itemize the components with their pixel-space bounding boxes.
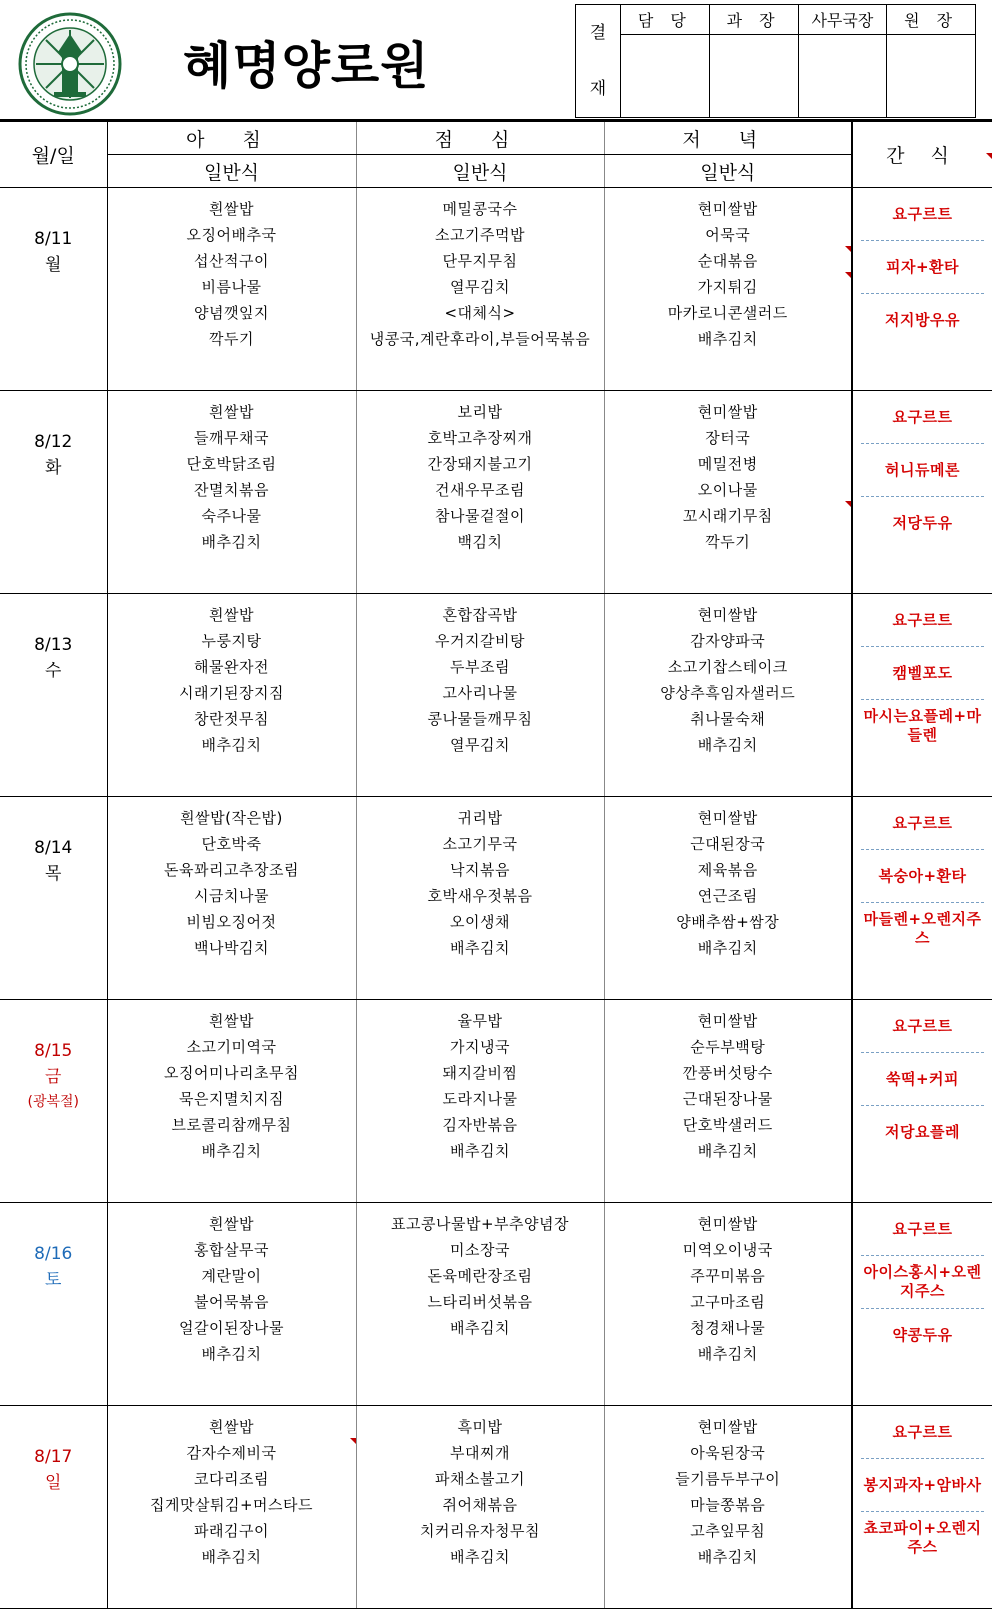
dinner-menu-item: 근대된장국	[690, 835, 766, 853]
approval-side-bottom: 재	[589, 79, 607, 99]
lunch-menu-item: 열무김치	[450, 278, 510, 296]
lunch-menu-item: 소고기주먹밥	[435, 226, 525, 244]
approval-role-manager: 과 장	[709, 5, 798, 35]
dinner-menu-item: 배추김치	[697, 1142, 758, 1160]
snack-item: 요구르트	[861, 1000, 984, 1053]
lunch-menu-item: 냉콩국,계란후라이,부들어묵볶음	[369, 330, 591, 348]
lunch-type: 일반식	[356, 155, 604, 188]
breakfast-menu-item: 단호박닭조림	[186, 455, 277, 473]
breakfast-cell	[107, 1000, 356, 1203]
lunch-cell	[356, 1000, 604, 1203]
breakfast-menu-item: 소고기미역국	[186, 1038, 277, 1056]
approval-side-label	[576, 5, 621, 118]
dinner-cell	[604, 1203, 852, 1406]
lunch-menu-item: 배추김치	[450, 1548, 510, 1566]
dinner-menu-list	[605, 797, 852, 961]
breakfast-menu-list	[108, 1203, 356, 1367]
breakfast-menu-list	[108, 1406, 356, 1570]
snack-item: 저당두유	[892, 513, 953, 532]
lunch-menu-item: 오이생채	[450, 913, 510, 931]
approval-signature-box	[887, 34, 976, 117]
dinner-cell	[604, 188, 852, 391]
lunch-menu-item: 호박고추장찌개	[427, 429, 533, 447]
day-date: 8/17	[34, 1447, 73, 1467]
breakfast-menu-item: 배추김치	[201, 736, 262, 754]
lunch-header: 점 심	[356, 121, 604, 155]
date-cell	[0, 188, 107, 391]
snack-list	[861, 188, 984, 346]
lunch-menu-item: 배추김치	[450, 1142, 510, 1160]
dinner-menu-item: 감자양파국	[690, 632, 766, 650]
snack-cell	[852, 1203, 992, 1406]
snack-list	[861, 594, 984, 752]
breakfast-menu-item: 들깨무채국	[194, 429, 269, 447]
breakfast-menu-item: 홍합살무국	[194, 1241, 269, 1259]
breakfast-menu-item: 흰쌀밥	[209, 200, 254, 218]
dinner-menu-item: 배추김치	[697, 330, 758, 348]
breakfast-menu-item: 배추김치	[201, 1345, 262, 1363]
lunch-menu-item: 치커리유자청무침	[420, 1522, 540, 1540]
day-weekday: 금	[45, 1067, 62, 1087]
lunch-menu-item: 호박새우젓볶음	[427, 887, 533, 905]
dinner-menu-item: 메밀전병	[697, 455, 758, 473]
dinner-menu-item: 깐풍버섯탕수	[682, 1064, 773, 1082]
lunch-menu-item: 보리밥	[457, 403, 503, 421]
dinner-cell	[604, 391, 852, 594]
lunch-menu-item: 쥐어채볶음	[442, 1496, 518, 1514]
lunch-menu-item: <대체식>	[444, 304, 516, 322]
dinner-menu-item: 아욱된장국	[690, 1444, 766, 1462]
dinner-menu-item: 고추잎무침	[690, 1522, 766, 1540]
breakfast-menu-item: 비름나물	[201, 278, 262, 296]
dinner-menu-item: 현미쌀밥	[697, 1418, 758, 1436]
date-cell	[0, 797, 107, 1000]
snack-item: 요구르트	[861, 1406, 984, 1459]
snack-cell	[852, 391, 992, 594]
dinner-menu-item: 연근조림	[697, 887, 758, 905]
breakfast-menu-item: 누룽지탕	[201, 632, 262, 650]
snack-item: 마들렌+오렌지주스	[863, 910, 982, 947]
lunch-cell	[356, 1406, 604, 1609]
organization-title: 혜명양로원	[183, 37, 430, 95]
dinner-menu-list	[605, 1406, 852, 1570]
snack-item: 저당요플레	[885, 1122, 960, 1141]
comment-marker	[350, 1438, 356, 1444]
snack-item: 쑥떡+커피	[861, 1053, 984, 1106]
dinner-menu-item: 현미쌀밥	[697, 809, 758, 827]
day-weekday: 일	[45, 1473, 62, 1493]
breakfast-menu-item: 돈육꽈리고추장조림	[164, 861, 299, 879]
dinner-menu-item: 들기름두부구이	[675, 1470, 781, 1488]
breakfast-menu-item: 계란말이	[201, 1267, 262, 1285]
lunch-menu-item: 돼지갈비찜	[442, 1064, 518, 1082]
breakfast-menu-item: 배추김치	[201, 1548, 262, 1566]
breakfast-menu-item: 오징어배추국	[186, 226, 277, 244]
snack-list	[861, 1406, 984, 1564]
lunch-menu-list	[357, 1203, 604, 1341]
dinner-menu-item: 현미쌀밥	[697, 403, 758, 421]
breakfast-menu-item: 배추김치	[201, 1142, 262, 1160]
dinner-cell	[604, 1000, 852, 1203]
snack-item: 약콩두유	[892, 1325, 953, 1344]
menu-table-body	[0, 188, 992, 1609]
date-cell	[0, 1203, 107, 1406]
dinner-menu-item: 배추김치	[697, 1345, 758, 1363]
lunch-menu-list	[357, 594, 604, 758]
snack-column-header: 간 식	[852, 121, 992, 188]
breakfast-menu-item: 섭산적구이	[194, 252, 269, 270]
snack-item: 봉지과자+암바사	[861, 1459, 984, 1512]
dinner-cell	[604, 594, 852, 797]
lunch-menu-item: 귀리밥	[457, 809, 503, 827]
day-row	[0, 1406, 992, 1609]
snack-list	[861, 1203, 984, 1361]
day-weekday: 수	[45, 661, 62, 681]
dinner-menu-item: 마늘쫑볶음	[690, 1496, 766, 1514]
breakfast-menu-item: 파래김구이	[194, 1522, 269, 1540]
snack-item: 요구르트	[861, 594, 984, 647]
dinner-menu-item: 근대된장나물	[682, 1090, 773, 1108]
snack-item: 복숭아+환타	[861, 850, 984, 903]
lunch-menu-item: 돈육메란장조림	[427, 1267, 533, 1285]
dinner-menu-list	[605, 1000, 852, 1164]
snack-cell	[852, 1406, 992, 1609]
snack-item: 허니듀메론	[861, 444, 984, 497]
breakfast-menu-item: 시래기된장지짐	[179, 684, 284, 702]
lunch-menu-list	[357, 1406, 604, 1570]
breakfast-menu-item: 비빔오징어젓	[186, 913, 277, 931]
lunch-menu-item: 배추김치	[450, 1319, 510, 1337]
day-weekday: 토	[45, 1270, 62, 1290]
snack-item: 요구르트	[861, 391, 984, 444]
lunch-menu-item: 우거지갈비탕	[435, 632, 525, 650]
lunch-menu-item: 흑미밥	[457, 1418, 503, 1436]
snack-item: 아이스홍시+오렌지주스	[861, 1256, 984, 1309]
comment-marker	[845, 246, 851, 252]
breakfast-menu-list	[108, 1000, 356, 1164]
dinner-menu-item: 현미쌀밥	[697, 1012, 758, 1030]
snack-cell	[852, 188, 992, 391]
dinner-menu-item: 어묵국	[705, 226, 751, 244]
dinner-menu-item: 양상추흑임자샐러드	[660, 684, 796, 702]
comment-marker	[986, 153, 992, 159]
dinner-menu-list	[605, 1203, 852, 1367]
lunch-cell	[356, 188, 604, 391]
approval-signature-box	[621, 34, 710, 117]
breakfast-menu-list	[108, 594, 356, 758]
lunch-menu-item: 소고기무국	[442, 835, 518, 853]
lunch-menu-item: 간장돼지불고기	[427, 455, 533, 473]
dinner-menu-item: 순두부백탕	[690, 1038, 766, 1056]
dinner-menu-item: 마카로니콘샐러드	[667, 304, 788, 322]
lunch-menu-item: 미소장국	[450, 1241, 510, 1259]
date-column-header: 월/일	[0, 121, 107, 188]
lunch-menu-item: 부대찌개	[450, 1444, 510, 1462]
lunch-menu-item: 단무지무침	[442, 252, 518, 270]
dinner-menu-item: 주꾸미볶음	[690, 1267, 766, 1285]
snack-cell	[852, 797, 992, 1000]
snack-item: 캠벨포도	[861, 647, 984, 700]
dinner-menu-item: 미역오이냉국	[682, 1241, 773, 1259]
dinner-menu-item: 양배추쌈+쌈장	[676, 913, 780, 931]
lunch-menu-list	[357, 391, 604, 555]
breakfast-menu-item: 흰쌀밥	[209, 1418, 254, 1436]
breakfast-menu-item: 흰쌀밥	[209, 606, 254, 624]
day-row	[0, 1203, 992, 1406]
breakfast-cell	[107, 1203, 356, 1406]
comment-marker	[845, 501, 851, 507]
dinner-menu-item: 현미쌀밥	[697, 606, 758, 624]
snack-list	[861, 1000, 984, 1158]
dinner-menu-item: 취나물숙채	[690, 710, 766, 728]
date-cell	[0, 1000, 107, 1203]
date-cell	[0, 391, 107, 594]
lunch-menu-item: 도라지나물	[442, 1090, 518, 1108]
dinner-menu-item: 배추김치	[697, 1548, 758, 1566]
breakfast-cell	[107, 188, 356, 391]
breakfast-menu-item: 잔멸치볶음	[194, 481, 269, 499]
breakfast-menu-item: 흰쌀밥	[209, 1215, 254, 1233]
lunch-cell	[356, 391, 604, 594]
day-weekday: 월	[45, 255, 62, 275]
lunch-menu-item: 건새우무조림	[435, 481, 525, 499]
approval-stamp-box	[575, 4, 976, 118]
breakfast-menu-item: 단호박죽	[201, 835, 262, 853]
dinner-menu-item: 현미쌀밥	[697, 1215, 758, 1233]
breakfast-menu-item: 브로콜리참깨무침	[171, 1116, 292, 1134]
lunch-menu-item: 고사리나물	[442, 684, 518, 702]
lunch-menu-item: 김자반볶음	[442, 1116, 518, 1134]
approval-side-top: 결	[589, 23, 607, 43]
dinner-menu-item: 고구마조림	[690, 1293, 766, 1311]
breakfast-menu-item: 백나박김치	[194, 939, 269, 957]
day-date: 8/14	[34, 838, 73, 858]
lunch-menu-item: 참나물겉절이	[435, 507, 525, 525]
dinner-menu-item: 단호박샐러드	[682, 1116, 773, 1134]
dinner-menu-list	[605, 188, 852, 352]
dinner-menu-item: 청경채나물	[690, 1319, 766, 1337]
breakfast-menu-item: 흰쌀밥	[209, 403, 254, 421]
lunch-cell	[356, 594, 604, 797]
approval-role-staff: 담 당	[621, 5, 710, 35]
snack-item: 쵸코파이+오렌지주스	[863, 1519, 982, 1556]
snack-cell	[852, 1000, 992, 1203]
snack-item: 요구르트	[861, 797, 984, 850]
breakfast-header: 아 침	[107, 121, 356, 155]
dinner-menu-item: 배추김치	[697, 939, 758, 957]
organization-logo-emblem	[18, 12, 122, 116]
header	[0, 0, 992, 120]
lunch-menu-item: 콩나물들깨무침	[427, 710, 533, 728]
breakfast-menu-item: 묵은지멸치지짐	[179, 1090, 284, 1108]
breakfast-cell	[107, 1406, 356, 1609]
approval-signature-box	[798, 34, 887, 117]
dinner-cell	[604, 797, 852, 1000]
lunch-menu-item: 열무김치	[450, 736, 510, 754]
lunch-menu-item: 두부조림	[450, 658, 510, 676]
approval-signature-box	[709, 34, 798, 117]
breakfast-menu-item: 흰쌀밥(작은밥)	[180, 809, 283, 827]
dinner-menu-item: 꼬시래기무침	[682, 507, 773, 525]
breakfast-cell	[107, 594, 356, 797]
snack-item: 저지방우유	[885, 310, 960, 329]
dinner-menu-list	[605, 391, 852, 555]
lunch-cell	[356, 1203, 604, 1406]
approval-role-director: 원 장	[887, 5, 976, 35]
snack-item: 요구르트	[861, 1203, 984, 1256]
day-date: 8/15	[34, 1041, 73, 1061]
holiday-note: (광복절)	[27, 1094, 79, 1110]
snack-list	[861, 797, 984, 955]
lunch-menu-item: 표고콩나물밥+부추양념장	[391, 1215, 569, 1233]
dinner-menu-item: 가지튀김	[697, 278, 758, 296]
snack-list	[861, 391, 984, 549]
lunch-menu-item: 느타리버섯볶음	[427, 1293, 533, 1311]
dinner-menu-item: 제육볶음	[697, 861, 758, 879]
day-row	[0, 1000, 992, 1203]
day-date: 8/16	[34, 1244, 73, 1264]
dinner-menu-list	[605, 594, 852, 758]
dinner-type: 일반식	[604, 155, 852, 188]
dinner-menu-item: 순대볶음	[697, 252, 758, 270]
lunch-menu-list	[357, 1000, 604, 1164]
dinner-menu-item: 오이나물	[697, 481, 758, 499]
dinner-header: 저 녁	[604, 121, 852, 155]
snack-item: 마시는요플레+마들렌	[863, 707, 982, 744]
dinner-menu-item: 배추김치	[697, 736, 758, 754]
approval-role-secretary-general: 사무국장	[798, 5, 887, 35]
dinner-menu-item: 소고기찹스테이크	[667, 658, 788, 676]
breakfast-menu-item: 오징어미나리초무침	[164, 1064, 299, 1082]
day-weekday: 목	[45, 864, 62, 884]
day-row	[0, 594, 992, 797]
breakfast-menu-item: 얼갈이된장나물	[179, 1319, 284, 1337]
breakfast-type: 일반식	[107, 155, 356, 188]
day-date: 8/13	[34, 635, 73, 655]
day-row	[0, 188, 992, 391]
dinner-menu-item: 현미쌀밥	[697, 200, 758, 218]
breakfast-cell	[107, 797, 356, 1000]
breakfast-menu-item: 불어묵볶음	[194, 1293, 269, 1311]
lunch-menu-item: 율무밥	[457, 1012, 503, 1030]
breakfast-menu-item: 배추김치	[201, 533, 262, 551]
breakfast-menu-list	[108, 188, 356, 352]
dinner-cell	[604, 1406, 852, 1609]
snack-item: 요구르트	[861, 188, 984, 241]
dinner-menu-item: 깍두기	[705, 533, 751, 551]
snack-item: 피자+환타	[861, 241, 984, 294]
day-weekday: 화	[45, 458, 62, 478]
lunch-menu-item: 파채소불고기	[435, 1470, 525, 1488]
lunch-menu-item: 배추김치	[450, 939, 510, 957]
breakfast-menu-item: 창란젓무침	[194, 710, 269, 728]
date-cell	[0, 594, 107, 797]
weekly-menu-table	[0, 119, 992, 1609]
breakfast-menu-item: 숙주나물	[201, 507, 262, 525]
lunch-menu-list	[357, 188, 604, 352]
snack-cell	[852, 594, 992, 797]
breakfast-menu-list	[108, 391, 356, 555]
day-row	[0, 797, 992, 1000]
breakfast-menu-item: 코다리조림	[194, 1470, 269, 1488]
breakfast-menu-item: 집게맛살튀김+머스타드	[150, 1496, 313, 1514]
dinner-menu-item: 장터국	[705, 429, 751, 447]
lunch-menu-item: 낙지볶음	[450, 861, 510, 879]
breakfast-menu-item: 해물완자전	[194, 658, 269, 676]
date-cell	[0, 1406, 107, 1609]
breakfast-menu-list	[108, 797, 356, 961]
lunch-menu-item: 가지냉국	[450, 1038, 510, 1056]
day-date: 8/12	[34, 432, 73, 452]
lunch-menu-item: 백김치	[457, 533, 503, 551]
lunch-cell	[356, 797, 604, 1000]
breakfast-menu-item: 흰쌀밥	[209, 1012, 254, 1030]
breakfast-menu-item: 양념깻잎지	[194, 304, 269, 322]
breakfast-menu-item: 시금치나물	[194, 887, 269, 905]
breakfast-menu-item: 깍두기	[209, 330, 254, 348]
day-date: 8/11	[34, 229, 73, 249]
lunch-menu-item: 혼합잡곡밥	[442, 606, 518, 624]
lunch-menu-item: 메밀콩국수	[442, 200, 518, 218]
lunch-menu-list	[357, 797, 604, 961]
comment-marker	[845, 272, 851, 278]
day-row	[0, 391, 992, 594]
breakfast-cell	[107, 391, 356, 594]
breakfast-menu-item: 감자수제비국	[186, 1444, 277, 1462]
